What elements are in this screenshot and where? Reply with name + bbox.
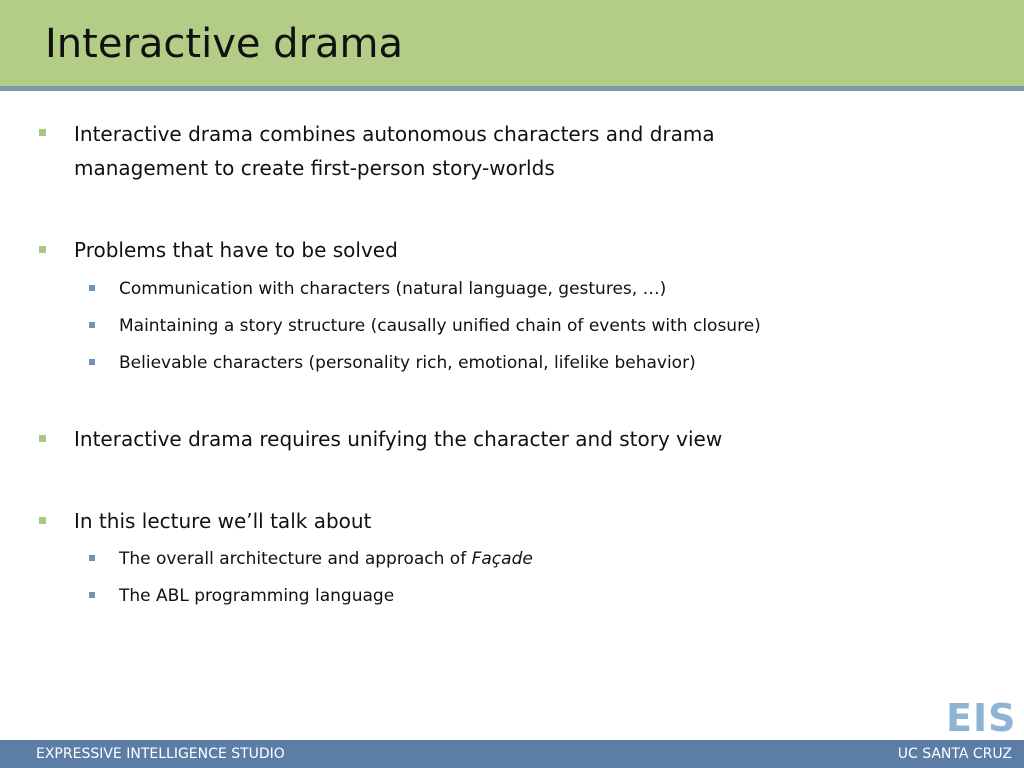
- bullet-text-continuation: management to create first-person story-worlds: [74, 156, 555, 180]
- footer-organization: EXPRESSIVE INTELLIGENCE STUDIO: [36, 746, 285, 762]
- sub-bullet-text-prefix: The overall architecture and approach of: [119, 549, 472, 569]
- slide-title: Interactive drama: [45, 21, 404, 67]
- sub-bullet-text: Believable characters (personality rich, emotional, lifelike behavior): [119, 353, 696, 373]
- sub-bullet-text: Communication with characters (natural language, gestures, …): [119, 279, 667, 299]
- bullet-text: Problems that have to be solved: [74, 238, 398, 262]
- sub-bullet-marker: [89, 322, 95, 328]
- sub-bullet-marker: [89, 555, 95, 561]
- sub-bullet-text: Maintaining a story structure (causally unified chain of events with closure): [119, 316, 761, 336]
- sub-bullet-marker: [89, 359, 95, 365]
- sub-bullet-marker: [89, 285, 95, 291]
- bullet-text: Interactive drama combines autonomous characters and drama: [74, 122, 715, 146]
- footer-bar: [0, 740, 1024, 768]
- footer-institution: UC SANTA CRUZ: [897, 746, 1012, 762]
- eis-logo: EIS: [946, 696, 1017, 740]
- sub-bullet-text: [119, 546, 533, 572]
- bullet-marker: [39, 435, 46, 442]
- sub-bullet-text: The ABL programming language: [119, 586, 395, 606]
- bullet-marker: [39, 129, 46, 136]
- facade-title: Façade: [471, 549, 533, 569]
- bullet-marker: [39, 246, 46, 253]
- sub-bullet-marker: [89, 592, 95, 598]
- bullet-marker: [39, 517, 46, 524]
- bullet-text: Interactive drama requires unifying the character and story view: [74, 427, 723, 451]
- bullet-text: In this lecture we’ll talk about: [74, 509, 372, 533]
